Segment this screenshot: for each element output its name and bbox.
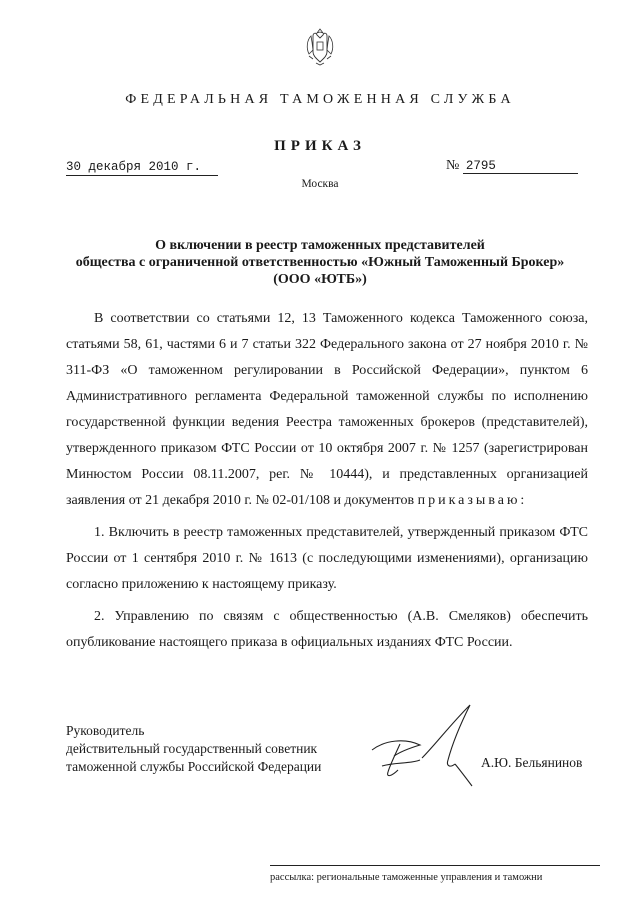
order-date: 30 декабря 2010 г. [66,160,218,176]
preamble-paragraph [66,306,588,514]
position-line-3: таможенной службы Российской Федерации [66,759,322,774]
order-number [446,158,588,174]
city: Москва [301,178,339,190]
title-line-3: (ООО «ЮТБ») [273,272,367,287]
footer-divider [270,865,600,866]
russian-coat-of-arms-icon [303,26,337,66]
handwritten-signature-icon [360,700,480,790]
order-number-value: 2795 [463,159,578,174]
number-sign: № [446,158,460,173]
position-line-1: Руководитель [66,723,145,738]
title-line-1: О включении в реестр таможенных представителей [155,238,485,253]
signer-name: А.Ю. Бельянинов [481,755,583,770]
item-1: 1. Включить в реестр таможенных представителей, утвержденный приказом ФТС России от 1 сентября 2010 г. № 1613 (с последующими изменениями), организацию согласно приложению к настоящему приказу. [66,525,588,592]
agency-name: ФЕДЕРАЛЬНАЯ ТАМОЖЕННАЯ СЛУЖБА [125,92,515,107]
signatory-position [66,722,356,776]
order-title [40,237,600,288]
preamble-text: В соответствии со статьями 12, 13 Таможенного кодекса Таможенного союза, статьями 58, 61, частями 6 и 7 статьи 322 Федерального закона от 27 ноября 2010 г. № 311-ФЗ «О таможенном регулировании в Российской Федерации», пунктом 6 Административного регламента Федеральной таможенной службы по исполнению государственной функции ведения Реестра таможенных брокеров (представителей), утвержденного приказом ФТС России от 10 октября 2007 г. № 1257 (зарегистрирован Минюстом России 08.11.2007, рег. № 10444), и представленных организацией заявления от 21 декабря 2010 г. № 02-01/108 и документов [66,311,588,508]
item-2: 2. Управлению по связям с общественностью (А.В. Смеляков) обеспечить опубликование настоящего приказа в официальных изданиях ФТС России. [66,609,588,650]
order-body [66,306,588,656]
title-line-2: общества с ограниченной ответственностью «Южный Таможенный Брокер» [75,255,565,270]
position-line-2: действительный государственный советник [66,741,318,756]
distribution-note: рассылка: региональные таможенные управления и таможни [270,872,543,883]
document-type: ПРИКАЗ [274,138,366,154]
order-word: приказываю: [417,493,528,508]
